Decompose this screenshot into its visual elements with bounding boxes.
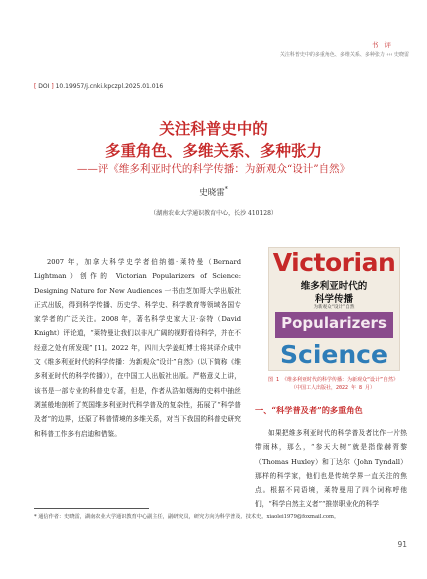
running-title: 关注科普史中的多重角色、多维关系、多种张力 ‹‹‹ 史晓雷 (279, 52, 409, 58)
paragraph: 2007 年，加拿大科学史学者伯纳德·莱特曼（Bernard Lightman）创作的 Victorian Popularizers of Science: Designing Nature for New Audiences 一书由芝加哥大学出版社正式出版，得到科学传播、历史学、科学史、科学教育等领域各国专家学者的广泛关注。2008 年，著名科学史家大卫·奈特（David Knight）评论道，“莱特曼让我们以非凡广阔的视野看待科学，并在不经意之处有所发现” [1]。2022 年，四川大学姜虹博士将其译介成中文《维多利亚时代的科学传播：为新观众“设计”自然》（以下简称《维多利亚时代的科学传播》），在中国工人出版社出版。严格意义上讲，该书是一部专业的科普史专著，但是，作者从浩如烟海的史料中抽丝剥茧般地剖析了英国维多利亚时代科学普及的复杂性，拓展了“科学普及者”的边界，还原了科普情境的多维关系，对当下我国的科普史研究和科普工作多有启迪和借鉴。 (34, 258, 241, 438)
author-line (0, 186, 427, 198)
body-left-column (34, 255, 241, 441)
figure-caption-line-2: （中国工人出版社，2022 年 8 月） (290, 385, 376, 391)
section-label: 书 评 (371, 41, 393, 49)
doi-line: [ DOI ] 10.19957/j.cnki.kpczpl.2025.01.016 (34, 83, 164, 90)
cover-title-line-2: 科学传播 (314, 294, 353, 305)
figure-caption-line-1: 图 1 《维多利亚时代的科学传播：为新观众“设计”自然》 (267, 377, 399, 383)
section-heading: 一、“科学普及者”的多重角色 (255, 405, 363, 415)
title-subtitle: ——评《维多利亚时代的科学传播：为新观众“设计”自然》 (76, 163, 351, 175)
book-cover-image (268, 247, 400, 371)
cover-bottom-word: Science (280, 340, 388, 369)
title-line-1: 关注科普史中的 (159, 119, 268, 138)
cover-subtitle: 为新观众“设计”自然 (313, 305, 355, 310)
author-name: 史晓雷 (199, 188, 225, 198)
cover-title-line-1: 维多利亚时代的 (300, 281, 368, 292)
cover-top-word: Victorian (272, 248, 396, 277)
cover-middle-word: Popularizers (281, 314, 387, 332)
footnote: * 通信作者：史晓雷，湖南农业大学通识教育中心副主任，副研究员，研究方向为科学普及、技术史。xiaolei1979@foxmail.com。 (34, 514, 340, 520)
doi-value[interactable]: 10.19957/j.cnki.kpczpl.2025.01.016 (55, 83, 164, 90)
body-right-column (255, 426, 407, 512)
affiliation: （湖南农业大学通识教育中心，长沙 410128） (150, 210, 277, 217)
title-line-2: 多重角色、多维关系、多种张力 (104, 141, 322, 160)
paragraph: 如果把维多利亚时代的科学普及者比作一片热带雨林，那么，“参天大树”就是指像赫胥黎（Thomas Huxley）和丁达尔（John Tyndall）那样的科学家，他们也是传统学界一直关注的焦点。根据不同语境，莱特曼用了四个词称呼他们，“科学自然主义者”“推崇职业化的科学 (255, 429, 407, 509)
footnote-divider (34, 508, 149, 509)
author-mark: * (224, 186, 228, 194)
page-number: 91 (397, 540, 407, 549)
doi-label: DOI (38, 83, 50, 90)
